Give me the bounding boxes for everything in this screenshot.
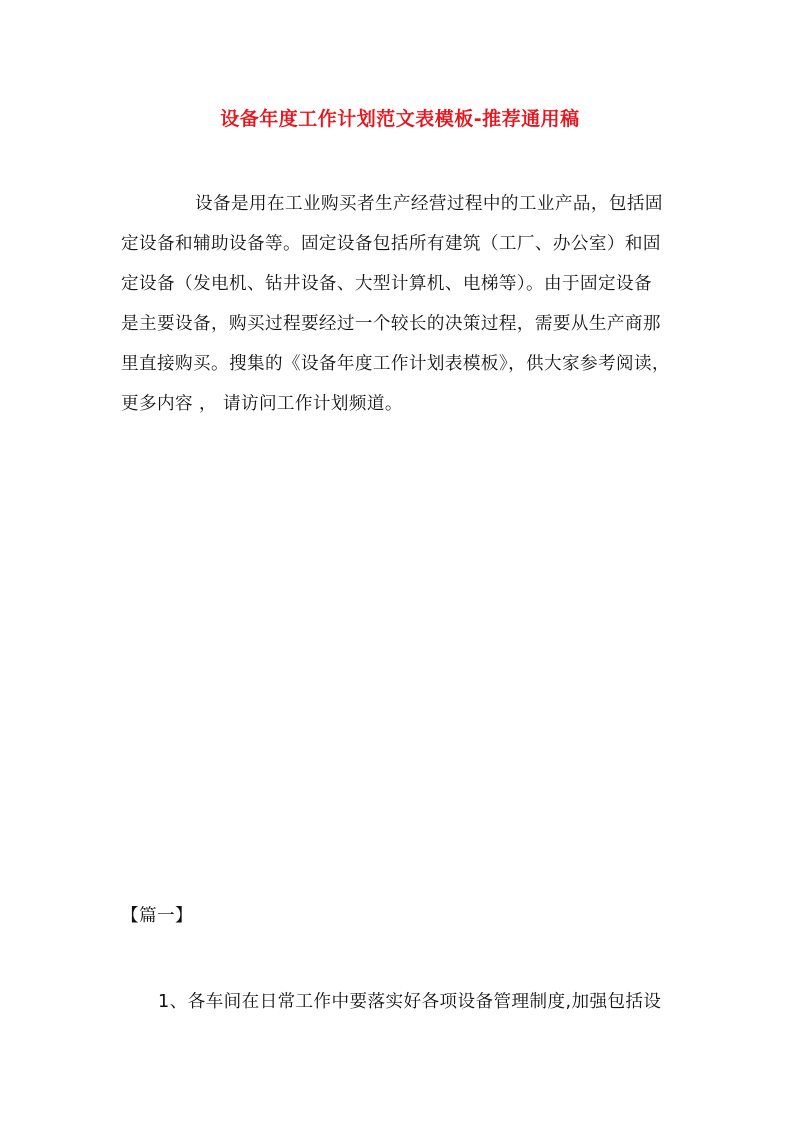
list-item: 1、各车间在日常工作中要落实好各项设备管理制度,加强包括设: [158, 992, 662, 1012]
intro-line-4: 是主要设备，购买过程要经过一个较长的决策过程，需要从生产商那: [121, 314, 661, 334]
intro-line-3: 定设备（发电机、钻井设备、大型计算机、电梯等）。由于固定设备: [121, 274, 653, 294]
intro-line-5: 里直接购买。搜集的《设备年度工作计划表模板》，供大家参考阅读，: [121, 354, 671, 374]
intro-line-2: 定设备和辅助设备等。固定设备包括所有建筑（工厂、办公室）和固: [121, 234, 661, 254]
document-title: 设备年度工作计划范文表模板-推荐通用稿: [220, 108, 580, 130]
section-heading: 【篇一】: [121, 906, 193, 926]
intro-line-1: 设备是用在工业购买者生产经营过程中的工业产品，包括固: [195, 194, 663, 214]
intro-line-6: 更多内容 ， 请访问工作计划频道。: [121, 394, 403, 414]
